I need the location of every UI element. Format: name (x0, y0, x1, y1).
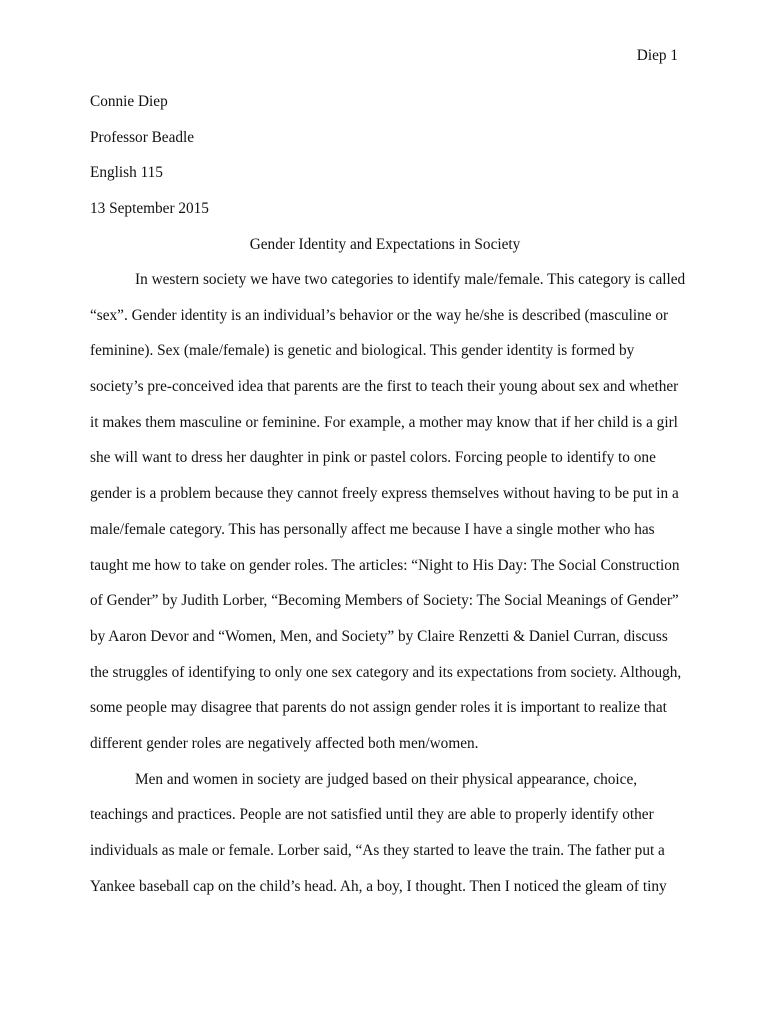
author-name: Connie Diep (90, 93, 168, 110)
paragraph-line: In western society we have two categories to identify male/female. This category is called (135, 271, 686, 288)
paragraph-line: society’s pre-conceived idea that parents are the first to teach their young about sex and whether (90, 378, 679, 396)
paragraph-line: feminine). Sex (male/female) is genetic and biological. This gender identity is formed by (90, 342, 635, 360)
paragraph-line: she will want to dress her daughter in pink or pastel colors. Forcing people to identify to one (90, 449, 656, 467)
essay-body (90, 270, 686, 912)
paragraph-line: some people may disagree that parents do not assign gender roles it is important to realize that (90, 699, 667, 717)
paragraph-line: different gender roles are negatively affected both men/women. (90, 734, 479, 752)
paragraph-line: taught me how to take on gender roles. The articles: “Night to His Day: The Social Construction (90, 556, 680, 574)
course-name: English 115 (90, 164, 163, 182)
paragraph-line: gender is a problem because they cannot freely express themselves without having to be put in a (90, 485, 679, 503)
essay-title: Gender Identity and Expectations in Society (249, 236, 521, 253)
paragraph (90, 770, 680, 913)
paragraph-line: by Aaron Devor and “Women, Men, and Society” by Claire Renzetti & Daniel Curran, discuss (90, 627, 668, 645)
page-header: Diep 1 (636, 47, 678, 64)
paragraph-line: Men and women in society are judged based on their physical appearance, choice, (135, 770, 638, 788)
paragraph-line: the struggles of identifying to only one sex category and its expectations from society. Although, (90, 663, 682, 681)
mla-heading (90, 92, 680, 235)
paragraph-line: male/female category. This has personally affect me because I have a single mother who has (90, 520, 655, 538)
paragraph-line: Yankee baseball cap on the child’s head. Ah, a boy, I thought. Then I noticed the gleam of tiny (90, 877, 667, 895)
date: 13 September 2015 (90, 200, 209, 218)
paragraph-line: it makes them masculine or feminine. For example, a mother may know that if her child is a girl (90, 413, 678, 431)
paragraph-line: teachings and practices. People are not satisfied until they are able to properly identify other (90, 806, 654, 824)
paragraph (90, 270, 686, 770)
paragraph-line: of Gender” by Judith Lorber, “Becoming Members of Society: The Social Meanings of Gender” (90, 592, 679, 610)
paragraph-line: “sex”. Gender identity is an individual’s behavior or the way he/she is described (masculine or (90, 306, 669, 324)
professor-name: Professor Beadle (90, 128, 195, 146)
paragraph-line: individuals as male or female. Lorber said, “As they started to leave the train. The father put a (90, 842, 665, 859)
